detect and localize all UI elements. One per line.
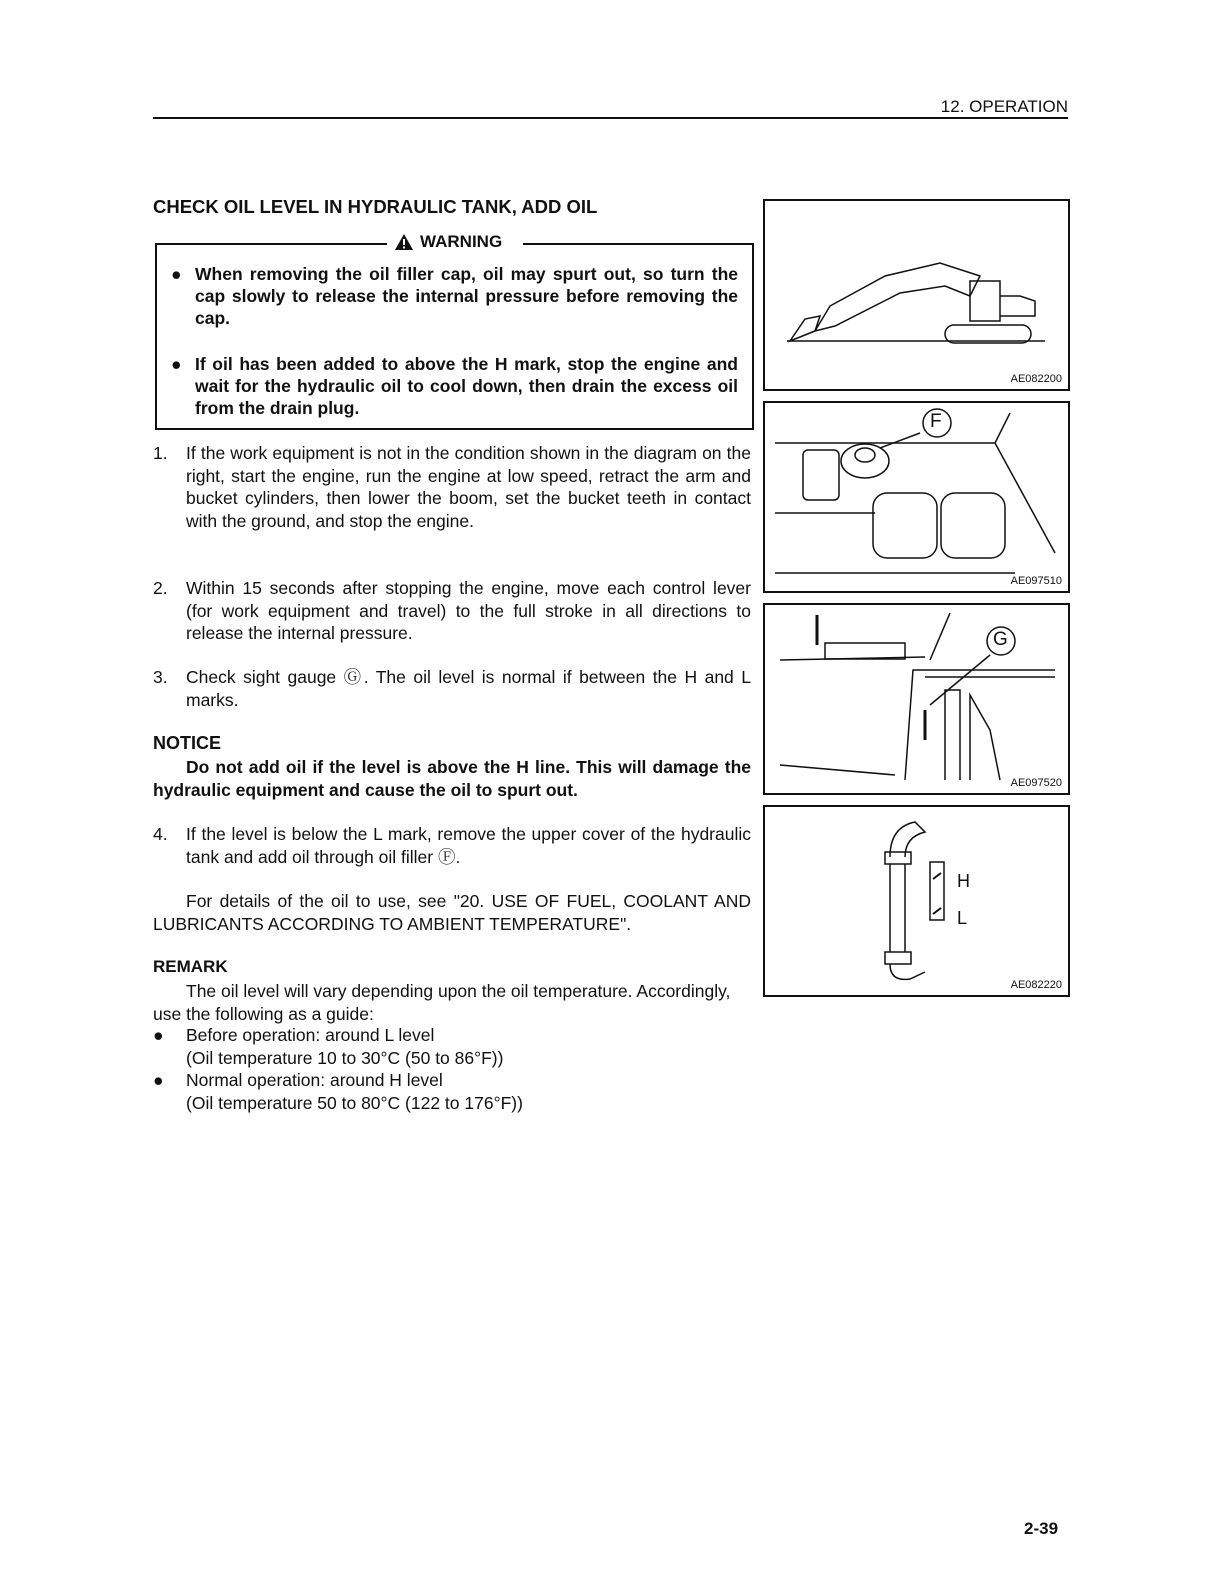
- step-number: 1.: [153, 443, 168, 463]
- warning-box: [155, 232, 754, 430]
- step-number: 2.: [153, 578, 168, 598]
- page-number: 2-39: [1024, 1519, 1059, 1538]
- figure-excavator: [763, 199, 1070, 391]
- step-number: 3.: [153, 667, 168, 687]
- callout-g: G: [993, 629, 1008, 650]
- bullet-label: Normal operation: around H level: [186, 1070, 443, 1090]
- page-title: CHECK OIL LEVEL IN HYDRAULIC TANK, ADD OIL: [153, 196, 598, 217]
- figure-sight-gauge: [763, 603, 1070, 795]
- step-text: Check sight gauge Ⓖ. The oil level is normal if between the H and L marks.: [186, 667, 751, 710]
- bullet-label: Before operation: around L level: [186, 1025, 435, 1045]
- warning-bullet: ● If oil has been added to above the H mark, stop the engine and wait for the hydraulic oil to cool down, then drain the excess oil from the drain plug.: [171, 354, 738, 418]
- step-text: If the work equipment is not in the condition shown in the diagram on the right, start the engine, run the engine at low speed, retract the arm and bucket cylinders, then lower the boom, set the bucket teeth in contact with the ground, and stop the engine.: [186, 443, 751, 531]
- step-text: If the level is below the L mark, remove the upper cover of the hydraulic tank and add oil through oil filler Ⓕ.: [186, 824, 751, 867]
- divider: [155, 243, 387, 245]
- warning-bullet: ● When removing the oil filler cap, oil may spurt out, so turn the cap slowly to release the internal pressure before removing the cap.: [171, 264, 738, 328]
- bullet-sub: (Oil temperature 50 to 80°C (122 to 176°F)): [186, 1092, 523, 1113]
- step-1: [153, 442, 751, 532]
- high-mark-label: H: [957, 871, 970, 891]
- figure-code: AE082220: [1010, 979, 1062, 991]
- figure-code: AE082200: [1010, 373, 1062, 385]
- remark-bullet: ● Before operation: around L level (Oil temperature 10 to 30°C (50 to 86°F)) ● Normal operation: around H level (Oil temperature 50 to 80°C (122 to 176°F)): [153, 1024, 751, 1114]
- notice-text: Do not add oil if the level is above the H line. This will damage the hydraulic equipment and cause the oil to spurt out.: [153, 757, 751, 800]
- callout-f: F: [930, 411, 942, 432]
- bullet-text: If oil has been added to above the H mark, stop the engine and wait for the hydraulic oil to cool down, then drain the excess oil from the drain plug.: [195, 354, 738, 418]
- step-text: Within 15 seconds after stopping the engine, move each control lever (for work equipment and travel) to the full stroke in all directions to release the internal pressure.: [186, 578, 751, 643]
- step-number: 4.: [153, 824, 168, 844]
- remark-heading: REMARK: [153, 957, 228, 976]
- oil-filler-illustration: [765, 403, 1068, 591]
- step-3: [153, 666, 751, 711]
- header-rule: [153, 117, 1068, 119]
- warning-text: WARNING: [420, 232, 503, 251]
- warning-label: [390, 232, 506, 252]
- notice-heading: NOTICE: [153, 733, 222, 753]
- sight-gauge-pipe-illustration: [765, 807, 1068, 995]
- bullet-sub: (Oil temperature 10 to 30°C (50 to 86°F)): [186, 1047, 504, 1068]
- section-header: 12. OPERATION: [940, 97, 1068, 116]
- sight-gauge-illustration: [765, 605, 1068, 793]
- figure-code: AE097520: [1010, 777, 1062, 789]
- bullet-text: When removing the oil filler cap, oil may spurt out, so turn the cap slowly to release the internal pressure before removing the cap.: [195, 264, 738, 328]
- figure-level-marks: [763, 805, 1070, 997]
- figure-code: AE097510: [1010, 575, 1062, 587]
- step-2: [153, 577, 751, 645]
- divider: [523, 243, 754, 245]
- remark-text: The oil level will vary depending upon the oil temperature. Accordingly, use the following as a guide:: [153, 981, 731, 1024]
- step-4: [153, 823, 751, 868]
- figure-oil-filler: [763, 401, 1070, 593]
- details-text: For details of the oil to use, see "20. USE OF FUEL, COOLANT AND LUBRICANTS ACCORDING TO AMBIENT TEMPERATURE".: [153, 891, 751, 934]
- low-mark-label: L: [957, 908, 968, 928]
- warning-triangle-icon: [394, 233, 414, 251]
- excavator-illustration: [765, 201, 1068, 389]
